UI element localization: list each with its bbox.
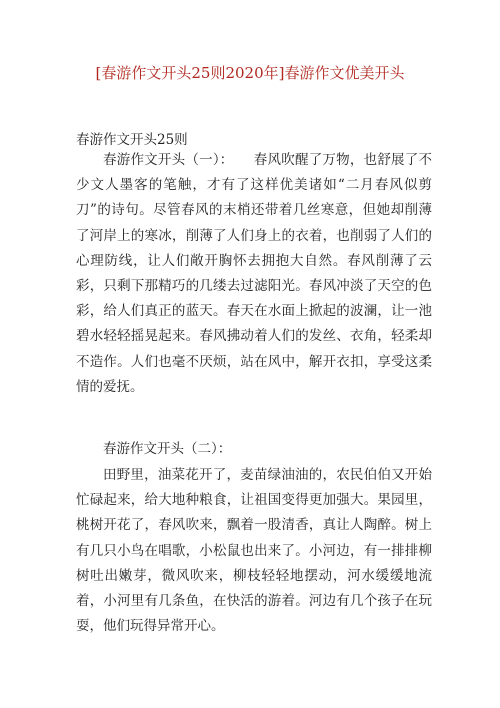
paragraph-section-2 <box>76 463 432 639</box>
section-2-body: 田野里，油菜花开了，麦苗绿油油的，农民伯伯又开始忙碌起来，给大地种粮食，让祖国变得更加强大。果园里，桃树开花了，春风吹来，飘着一股清香，真让人陶醉。树上有几只小鸟在唱歌，小松鼠也出来了。小河边，有一排排柳树吐出嫩芽，微风吹来，柳枝轻轻地摆动，河水缓缓地流着，小河里有几条鱼，在快活的游着。河边有几个孩子在玩耍，他们玩得异常开心。 <box>76 467 432 635</box>
section-2-heading: 春游作文开头（二）： <box>103 441 232 457</box>
paragraph-section-1 <box>76 148 432 400</box>
section-1-body: 春风吹醒了万物，也舒展了不少文人墨客的笔触，才有了这样优美诸如“二月春风似剪刀”的诗句。尽管春风的末梢还带着几丝寒意，但她却削薄了河岸上的寒冰，削薄了人们身上的衣着，也削弱了人们的心理防线，让人们敞开胸怀去拥抱大自然。春风削薄了云彩，只剩下那精巧的几缕去过滤阳光。春风冲淡了天空的色彩，给人们真正的蓝天。春天在水面上掀起的波澜，让一池碧水轻轻摇晃起来。春风拂动着人们的发丝、衣角，轻柔却不造作。人们也毫不厌烦，站在风中，解开衣扣，享受这柔情的爱抚。 <box>76 152 433 395</box>
document-title: [春游作文开头25则2020年]春游作文优美开头 <box>95 64 405 82</box>
document-subtitle: 春游作文开头25则 <box>76 132 188 148</box>
section-1-heading: 春游作文开头（一）： <box>103 152 234 168</box>
